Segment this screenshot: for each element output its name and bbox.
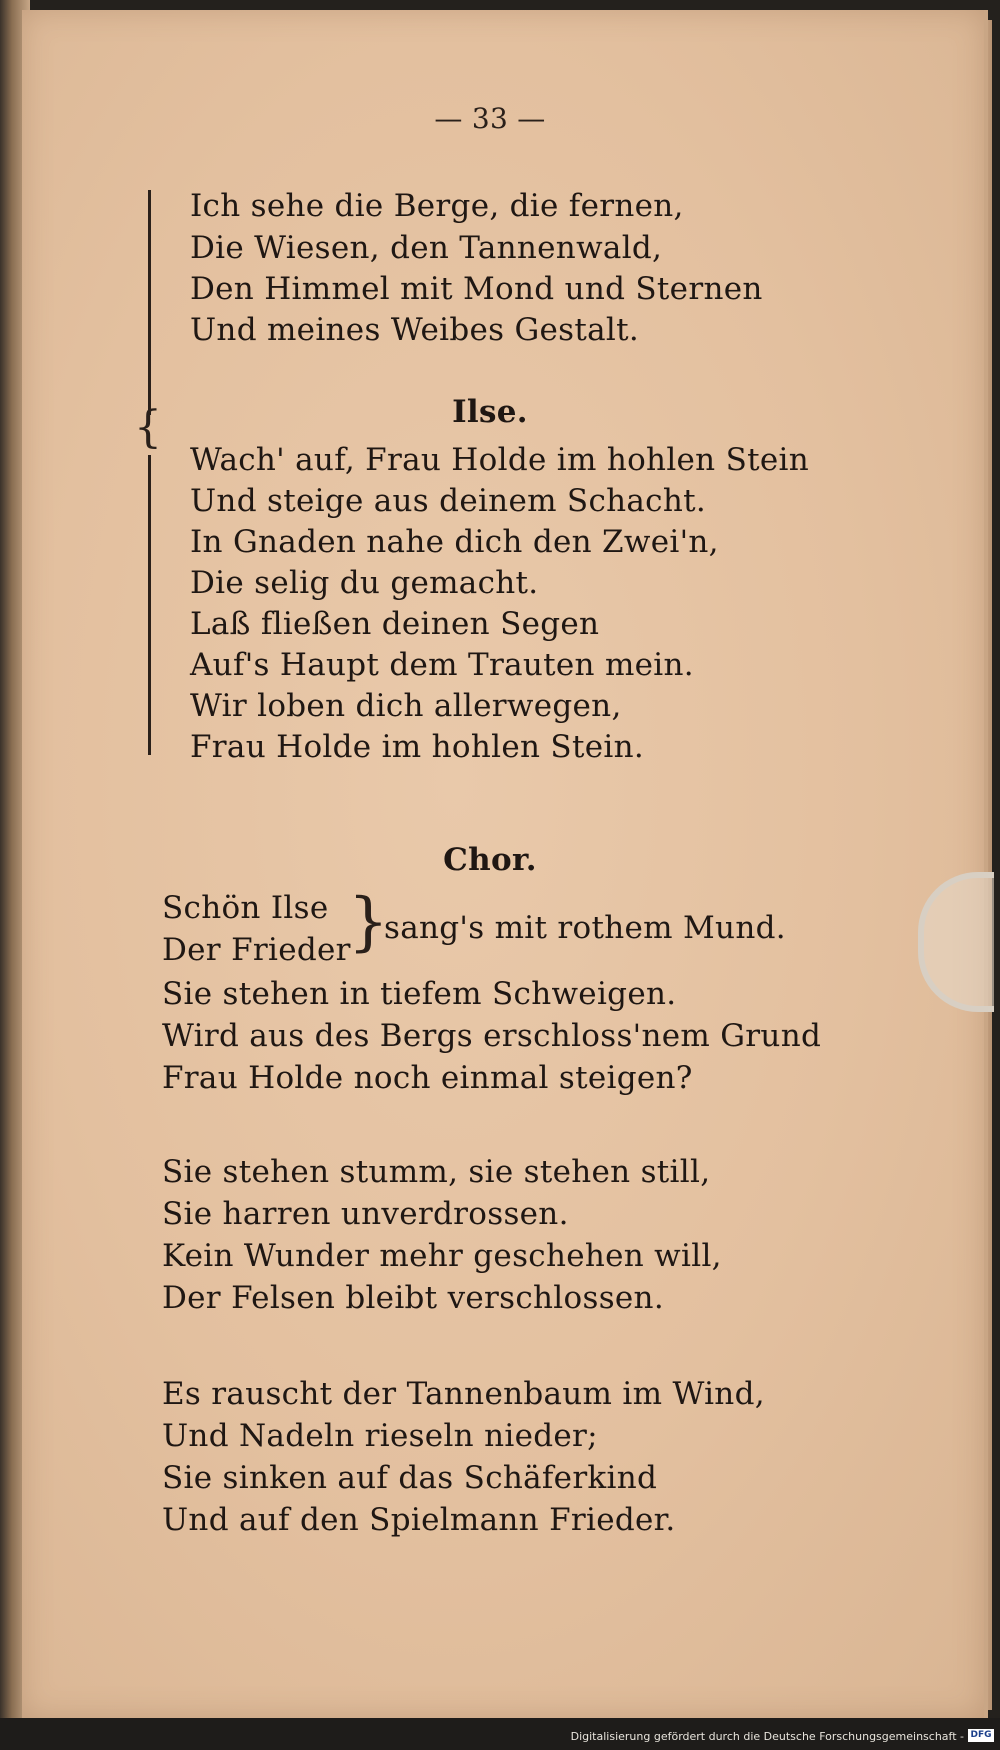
verse-line: Sie sinken auf das Schäferkind — [162, 1460, 658, 1496]
left-brace-upper — [148, 190, 151, 415]
left-brace-lower — [148, 455, 151, 755]
verse-line: Sie stehen in tiefem Schweigen. — [162, 976, 677, 1012]
verse-line: Und steige aus deinem Schacht. — [190, 483, 707, 519]
verse-line: Laß fließen deinen Segen — [190, 606, 600, 642]
book-page — [22, 10, 988, 1718]
verse-line: Die selig du gemacht. — [190, 565, 539, 601]
verse-line: Es rauscht der Tannenbaum im Wind, — [162, 1376, 765, 1412]
verse-line: Und Nadeln rieseln nieder; — [162, 1418, 598, 1454]
verse-line: Wir loben dich allerwegen, — [190, 688, 622, 724]
verse-line: Wach' auf, Frau Holde im hohlen Stein — [190, 442, 810, 478]
verse-line: Den Himmel mit Mond und Sternen — [190, 271, 763, 307]
verse-line: Kein Wunder mehr geschehen will, — [162, 1238, 722, 1274]
verse-line: Und auf den Spielmann Frieder. — [162, 1502, 676, 1538]
verse-line: Der Felsen bleibt verschlossen. — [162, 1280, 664, 1316]
left-brace-curl: { — [134, 402, 163, 453]
digitization-credit: Digitalisierung gefördert durch die Deutsche Forschungsgemeinschaft - — [570, 1730, 964, 1743]
chor-name-line: Der Frieder — [162, 932, 351, 968]
chor-brace: } — [348, 885, 390, 959]
verse-line: In Gnaden nahe dich den Zwei'n, — [190, 524, 719, 560]
verse-line: Frau Holde noch einmal steigen? — [162, 1060, 693, 1096]
verse-line: Frau Holde im hohlen Stein. — [190, 729, 644, 765]
speaker-heading-chor: Chor. — [443, 842, 537, 878]
verse-line: Sie stehen stumm, sie stehen still, — [162, 1154, 711, 1190]
verse-line: Die Wiesen, den Tannenwald, — [190, 230, 663, 266]
verse-line: Ich sehe die Berge, die fernen, — [190, 188, 684, 224]
verse-line: Wird aus des Bergs erschloss'nem Grund — [162, 1018, 822, 1054]
dfg-logo: DFG — [968, 1729, 994, 1742]
chor-name-line: Schön Ilse — [162, 890, 329, 926]
speaker-heading-ilse: Ilse. — [452, 394, 528, 430]
verse-line: Sie harren unverdrossen. — [162, 1196, 569, 1232]
page-number: — 33 — — [434, 102, 546, 135]
chor-shared-line: sang's mit rothem Mund. — [384, 910, 786, 946]
verse-line: Und meines Weibes Gestalt. — [190, 312, 640, 348]
verse-line: Auf's Haupt dem Trauten mein. — [190, 647, 694, 683]
